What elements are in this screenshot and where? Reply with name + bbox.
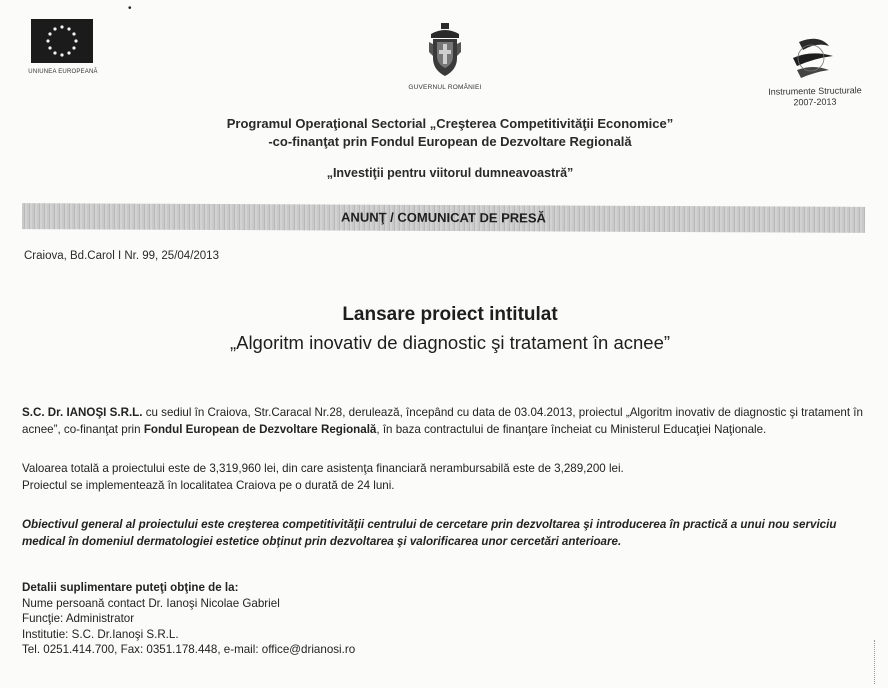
project-name-title: „Algoritm inovativ de diagnostic şi tratament în acnee”	[229, 332, 671, 353]
project-launch-title: Lansare proiect intitulat	[342, 304, 558, 325]
company-name: S.C. Dr. IANOŞI S.R.L.	[22, 406, 143, 419]
fund-name: Fondul European de Dezvoltare Regională	[143, 423, 377, 436]
intro-paragraph	[22, 404, 867, 438]
edge-mark	[874, 640, 885, 684]
intro-text: cu sediul în Craiova, Str.Caracal Nr.28, derulează, începând cu data de 03.04.2013, proiectul „Algoritm inovativ de diagnostic şi tratament în acnee”, co-finanţat prin	[22, 406, 863, 436]
contact-function: Funcţie: Administrator	[22, 612, 135, 625]
details-heading: Detalii suplimentare puteţi obţine de la:	[22, 581, 239, 594]
romanian-coat-of-arms-icon	[428, 22, 462, 78]
contact-details	[22, 580, 622, 658]
implementation-line: Proiectul se implementează în localitatea Craiova pe o durată de 24 luni.	[22, 479, 395, 492]
structural-instruments-logo-icon	[789, 36, 835, 80]
location-date: Craiova, Bd.Carol I Nr. 99, 25/04/2013	[24, 250, 219, 262]
objective-paragraph: Obiectivul general al proiectului este creşterea competitivităţii centrului de cercetare prin dezvoltarea şi introducerea în practică a unui nou serviciu medical în domeniul dermatologiei estetice obţinut prin dezvoltarea şi valorificarea unor cercetări anterioare.	[22, 518, 837, 548]
announcement-title: ANUNŢ / COMUNICAT DE PRESĂ	[341, 209, 546, 226]
government-logo-caption: GUVERNUL ROMÂNIEI	[408, 84, 482, 91]
project-value-line: Valoarea totală a proiectului este de 3,319,960 lei, din care asistenţa financiară nerambursabilă este de 3,289,200 lei.	[22, 462, 624, 475]
announcement-banner	[22, 203, 865, 233]
structural-instruments-period: 2007-2013	[793, 96, 837, 108]
program-line-2: -co-finanţat prin Fondul European de Dezvoltare Regională	[268, 134, 632, 149]
corner-mark: •	[128, 3, 132, 14]
program-line-1: Programul Operaţional Sectorial „Creşterea Competitivităţii Economice”	[226, 116, 674, 131]
eu-stars-icon	[31, 19, 93, 63]
structural-instruments-caption: Instrumente Structurale	[768, 85, 862, 97]
contact-person: Nume persoană contact Dr. Ianoşi Nicolae Gabriel	[22, 596, 280, 610]
eu-flag-logo	[31, 19, 93, 63]
slogan: „Investiţii pentru viitorul dumneavoastră”	[326, 166, 574, 180]
contact-phone-email: Tel. 0251.414.700, Fax: 0351.178.448, e-mail: office@drianosi.ro	[22, 643, 356, 656]
intro-end-text: , în baza contractului de finanţare încheiat cu Ministerul Educaţiei Naţionale.	[376, 423, 767, 436]
contact-institution: Institutie: S.C. Dr.Ianoşi S.R.L.	[22, 627, 179, 641]
program-heading	[160, 115, 740, 151]
eu-logo-caption: UNIUNEA EUROPEANĂ	[28, 69, 98, 75]
